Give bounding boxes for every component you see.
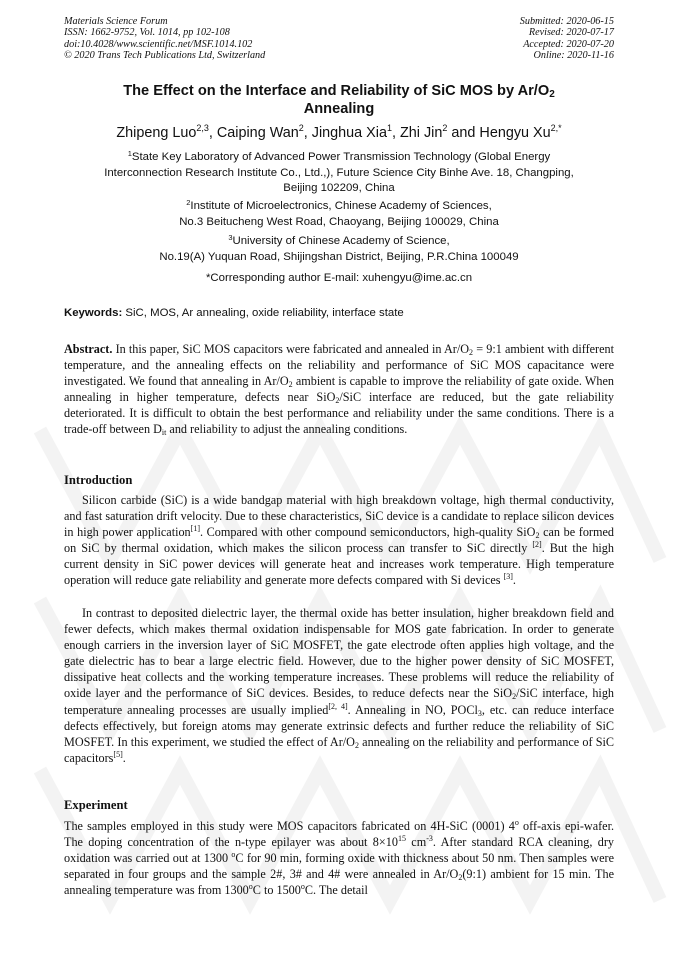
journal-doi: doi:10.4028/www.scientific.net/MSF.1014.102	[64, 38, 253, 50]
author: Zhipeng Luo	[116, 125, 197, 141]
abstract: Abstract. In this paper, SiC MOS capacitors were fabricated and annealed in $Ar/O_2$ = 9:1 ambient with different temperature, and the annealing effects on the reliability and performance of SiC MOS capacitance were investigated. We found that annealing in $Ar/O_2$ ambient is capable to improve the reliability of gate oxide. When annealing in higher temperature, defects near SiO$_2$/SiC interface are reduced, but the gate reliability deteriorated. It is difficult to obtain the best performance and reliability under the same conditions. There is a trade-off between $D_{it}$ and reliability to adjust the annealing conditions.	[64, 342, 615, 438]
experiment-paragraph-1: The samples employed in this study were MOS capacitors fabricated on 4H-SiC (0001) 4$^o$ off-axis epi-wafer. The doping concentration of the n-type epilayer was about $8\times 10^{15}$ $cm^{-3}$. After standard RCA cleaning, dry oxidation was carried out at 1300 $^o$C for 90 min, forming oxide with thickness about 50 nm. Then samples were separated in four groups and the sample 2#, 3# and 4# were annealed in $Ar/O_2(9:1)$ ambient for 15 min. The annealing temperature was from 1300$^o$C to 1500$^o$C. The detail	[64, 818, 615, 898]
corresponding-author: *Corresponding author E-mail: xuhengyu@ime.ac.cn	[205, 272, 473, 284]
paper-title: The Effect on the Interface and Reliability of SiC MOS by $Ar/O_2$ Annealing	[123, 83, 555, 117]
section-heading-experiment: Experiment	[64, 798, 128, 812]
journal-issn: ISSN: 1662-9752, Vol. 1014, pp 102-108	[64, 27, 230, 39]
date-online: Online: 2020-11-16	[533, 50, 614, 62]
date-submitted: Submitted: 2020-06-15	[519, 16, 614, 27]
journal-info	[64, 16, 265, 62]
affiliation-1: $^1$State Key Laboratory of Advanced Power Transmission Technology (Global Energy Interconnection Research Institute Co., Ltd.,), Future Science City Binhe Ave. 18, Changping, Beijing 102209, China	[104, 149, 574, 195]
abstract-label: Abstract.	[64, 342, 113, 356]
author: Hengyu Xu	[479, 125, 551, 141]
keywords: Keywords: SiC, MOS, Ar annealing, oxide reliability, interface state	[64, 307, 404, 319]
author: Jinghua Xia	[311, 125, 387, 141]
date-accepted: Accepted: 2020-07-20	[523, 38, 614, 50]
author: Zhi Jin	[400, 125, 443, 141]
section-heading-introduction: Introduction	[64, 473, 133, 487]
introduction-paragraph-1: Silicon carbide (SiC) is a wide bandgap material with high breakdown voltage, high thermal conductivity, and fast saturation drift velocity. Due to these characteristics, SiC device is a candidate to replace silicon devices in high power application[1]. Compared with other compound semiconductors, high-quality SiO$_2$ can be formed on SiC by thermal oxidation, which makes the silicon process can transfer to SiC directly [2]. But the high current density in SiC power devices will generate heat and increases work temperature. High temperature operation will reduce gate reliability and generate more defects compared with Si devices [3].	[64, 493, 614, 588]
affiliation-2: $^2$Institute of Microelectronics, Chinese Academy of Sciences, No.3 Beitucheng West Road, Chaoyang, Beijing 100029, China	[179, 198, 499, 228]
affiliation-3: $^3$University of Chinese Academy of Science, No.19(A) Yuquan Road, Shijingshan District, Beijing, P.R.China 100049	[159, 233, 519, 263]
date-revised: Revised: 2020-07-17	[528, 27, 614, 39]
journal-name: Materials Science Forum	[64, 16, 168, 27]
author: Caiping Wan	[216, 125, 299, 141]
journal-copyright: © 2020 Trans Tech Publications Ltd, Switzerland	[64, 50, 266, 62]
submission-dates	[520, 16, 614, 62]
introduction-paragraph-2: In contrast to deposited dielectric layer, the thermal oxide has better insulation, higher breakdown field and fewer defects, which makes thermal oxidation indispensable for MOS gate fabrication. In order to generate enough carriers in the inversion layer of SiC MOSFET, the gate electrode often applies high voltage, and the gate dielectric has to bear a large electric field. However, due to the higher power density of SiC MOSFET, dissipative heat collects and the working temperature increases. These problems will reduce the reliability of oxide layer and the performance of SiC devices. Besides, to reduce defects near the SiO$_2$/SiC interface, high temperature annealing processes are usually implied[2, 4]. Annealing in NO, POCl$_3$, etc. can reduce interface defects effectively, but foreign atoms may generate extrinsic defects and further reduce the reliability of SiC MOSFET. In this experiment, we studied the effect of $Ar/O_2$ annealing on the reliability and performance of SiC capacitors[5].	[64, 606, 615, 765]
author-list: Zhipeng Luo$^{2,3}$, Caiping Wan$^2$, Jinghua Xia$^1$, Zhi Jin$^2$ and Hengyu $Xu^{2,*}$	[116, 123, 562, 141]
